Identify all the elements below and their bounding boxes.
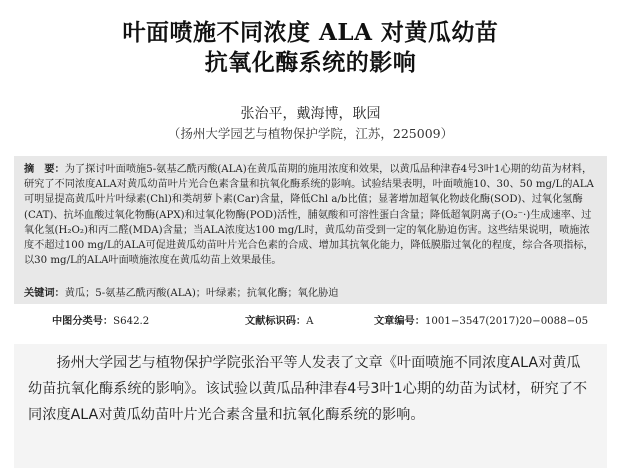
keywords-text: 黄瓜；5-氨基乙酰丙酸(ALA)；叶绿素；抗氧化酶；氧化胁迫 xyxy=(64,288,339,299)
article-number-value: 1001−3547(2017)20−0088−05 xyxy=(424,316,589,327)
clc-value: S642.2 xyxy=(113,316,150,327)
document-code xyxy=(245,312,313,327)
abstract-label: 摘 要： xyxy=(24,164,65,175)
article-number xyxy=(374,312,588,327)
keywords-label: 关键词： xyxy=(24,288,65,299)
paper-title-line-1: 叶面喷施不同浓度 ALA 对黄瓜幼苗 xyxy=(122,19,499,46)
paper-authors: 张治平，戴海博，耿园 xyxy=(240,106,381,122)
caption-box xyxy=(14,344,607,468)
caption-text: 扬州大学园艺与植物保护学院张治平等人发表了文章《叶面喷施不同浓度ALA对黄瓜幼苗抗氧化酶系统的影响》。该试验以黄瓜品种津春4号3叶1心期的幼苗为试材，研究了不同浓度ALA对黄瓜幼苗叶片光合素含量和抗氧化酶系统的影响。 xyxy=(28,355,588,423)
abstract-text: 为了探讨叶面喷施5-氨基乙酰丙酸(ALA)在黄瓜苗期的施用浓度和效果，以黄瓜品种津春4号3叶1心期的幼苗为材料，研究了不同浓度ALA对黄瓜幼苗叶片光合色素含量和抗氧化酶系统的影响。试验结果表明，叶面喷施10、30、50 mg/L的ALA可明显提高黄瓜叶片叶绿素(Chl)和类胡萝卜素(Car)含量，降低Chl a/b比值；显著增加超氧化物歧化酶(SOD)、过氧化氢酶(CAT)、抗坏血酸过氧化物酶(APX)和过氧化物酶(POD)活性，脯氨酸和可溶性蛋白含量；降低超氧阴离子(O₂⁻·)生成速率、过氧化氢(H₂O₂)和丙二醛(MDA)含量；当ALA浓度达100 mg/L时，黄瓜幼苗受到一定的氧化胁迫伤害。这些结果说明，喷施浓度不超过100 mg/L的ALA可促进黄瓜幼苗叶片光合色素的合成、增加其抗氧化能力，降低膜脂过氧化的程度，综合各项指标，以30 mg/L的ALA叶面喷施浓度在黄瓜幼苗上效果最佳。 xyxy=(24,164,594,267)
paper-title-line-2: 抗氧化酶系统的影响 xyxy=(204,49,417,76)
clc-number xyxy=(52,312,149,327)
keywords xyxy=(24,287,599,301)
abstract-box xyxy=(14,156,607,304)
paper-affiliation: （扬州大学园艺与植物保护学院，江苏，225009） xyxy=(167,126,454,141)
document-code-label: 文献标识码： xyxy=(245,316,307,327)
abstract xyxy=(24,162,599,268)
paper-excerpt xyxy=(14,0,607,344)
article-number-label: 文章编号： xyxy=(374,316,425,327)
clc-label: 中图分类号： xyxy=(52,316,114,327)
document-code-value: A xyxy=(306,316,314,327)
